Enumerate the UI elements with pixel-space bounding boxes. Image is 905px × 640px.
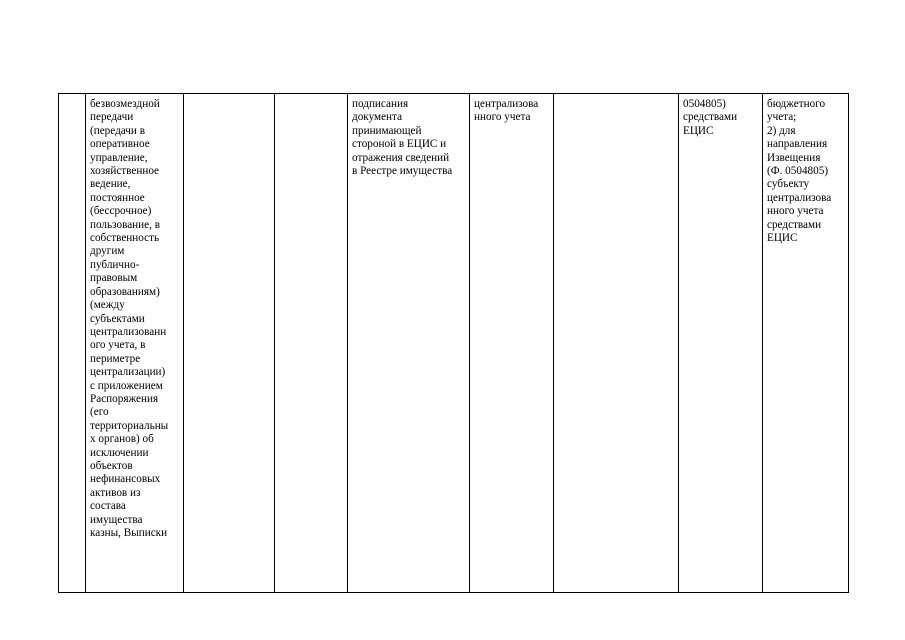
document-table xyxy=(58,93,849,593)
table-cell-5: подписания документа принимающей стороной в ЕЦИС и отражения сведений в Реестре имущества xyxy=(348,94,470,593)
table-cell-9: бюджетного учета; 2) для направления Извещения (Ф. 0504805) субъекту централизова нного учета средствами ЕЦИС xyxy=(763,94,849,593)
table-cell-8: 0504805) средствами ЕЦИС xyxy=(679,94,763,593)
table-row xyxy=(59,94,849,593)
table-cell-2: безвозмездной передачи (передачи в оперативное управление, хозяйственное ведение, постоянное (бессрочное) пользование, в собственность другим публично- правовым образованиям) (между субъектами централизованн ого учета, в периметре централизации) с приложением Распоряжения (его территориальны х органов) об исключении объектов нефинансовых активов из состава имущества казны, Выписки xyxy=(86,94,184,593)
table-cell-4 xyxy=(275,94,348,593)
table-cell-7 xyxy=(554,94,679,593)
table-cell-1 xyxy=(59,94,86,593)
table-cell-6: централизова нного учета xyxy=(470,94,554,593)
table-cell-3 xyxy=(184,94,275,593)
